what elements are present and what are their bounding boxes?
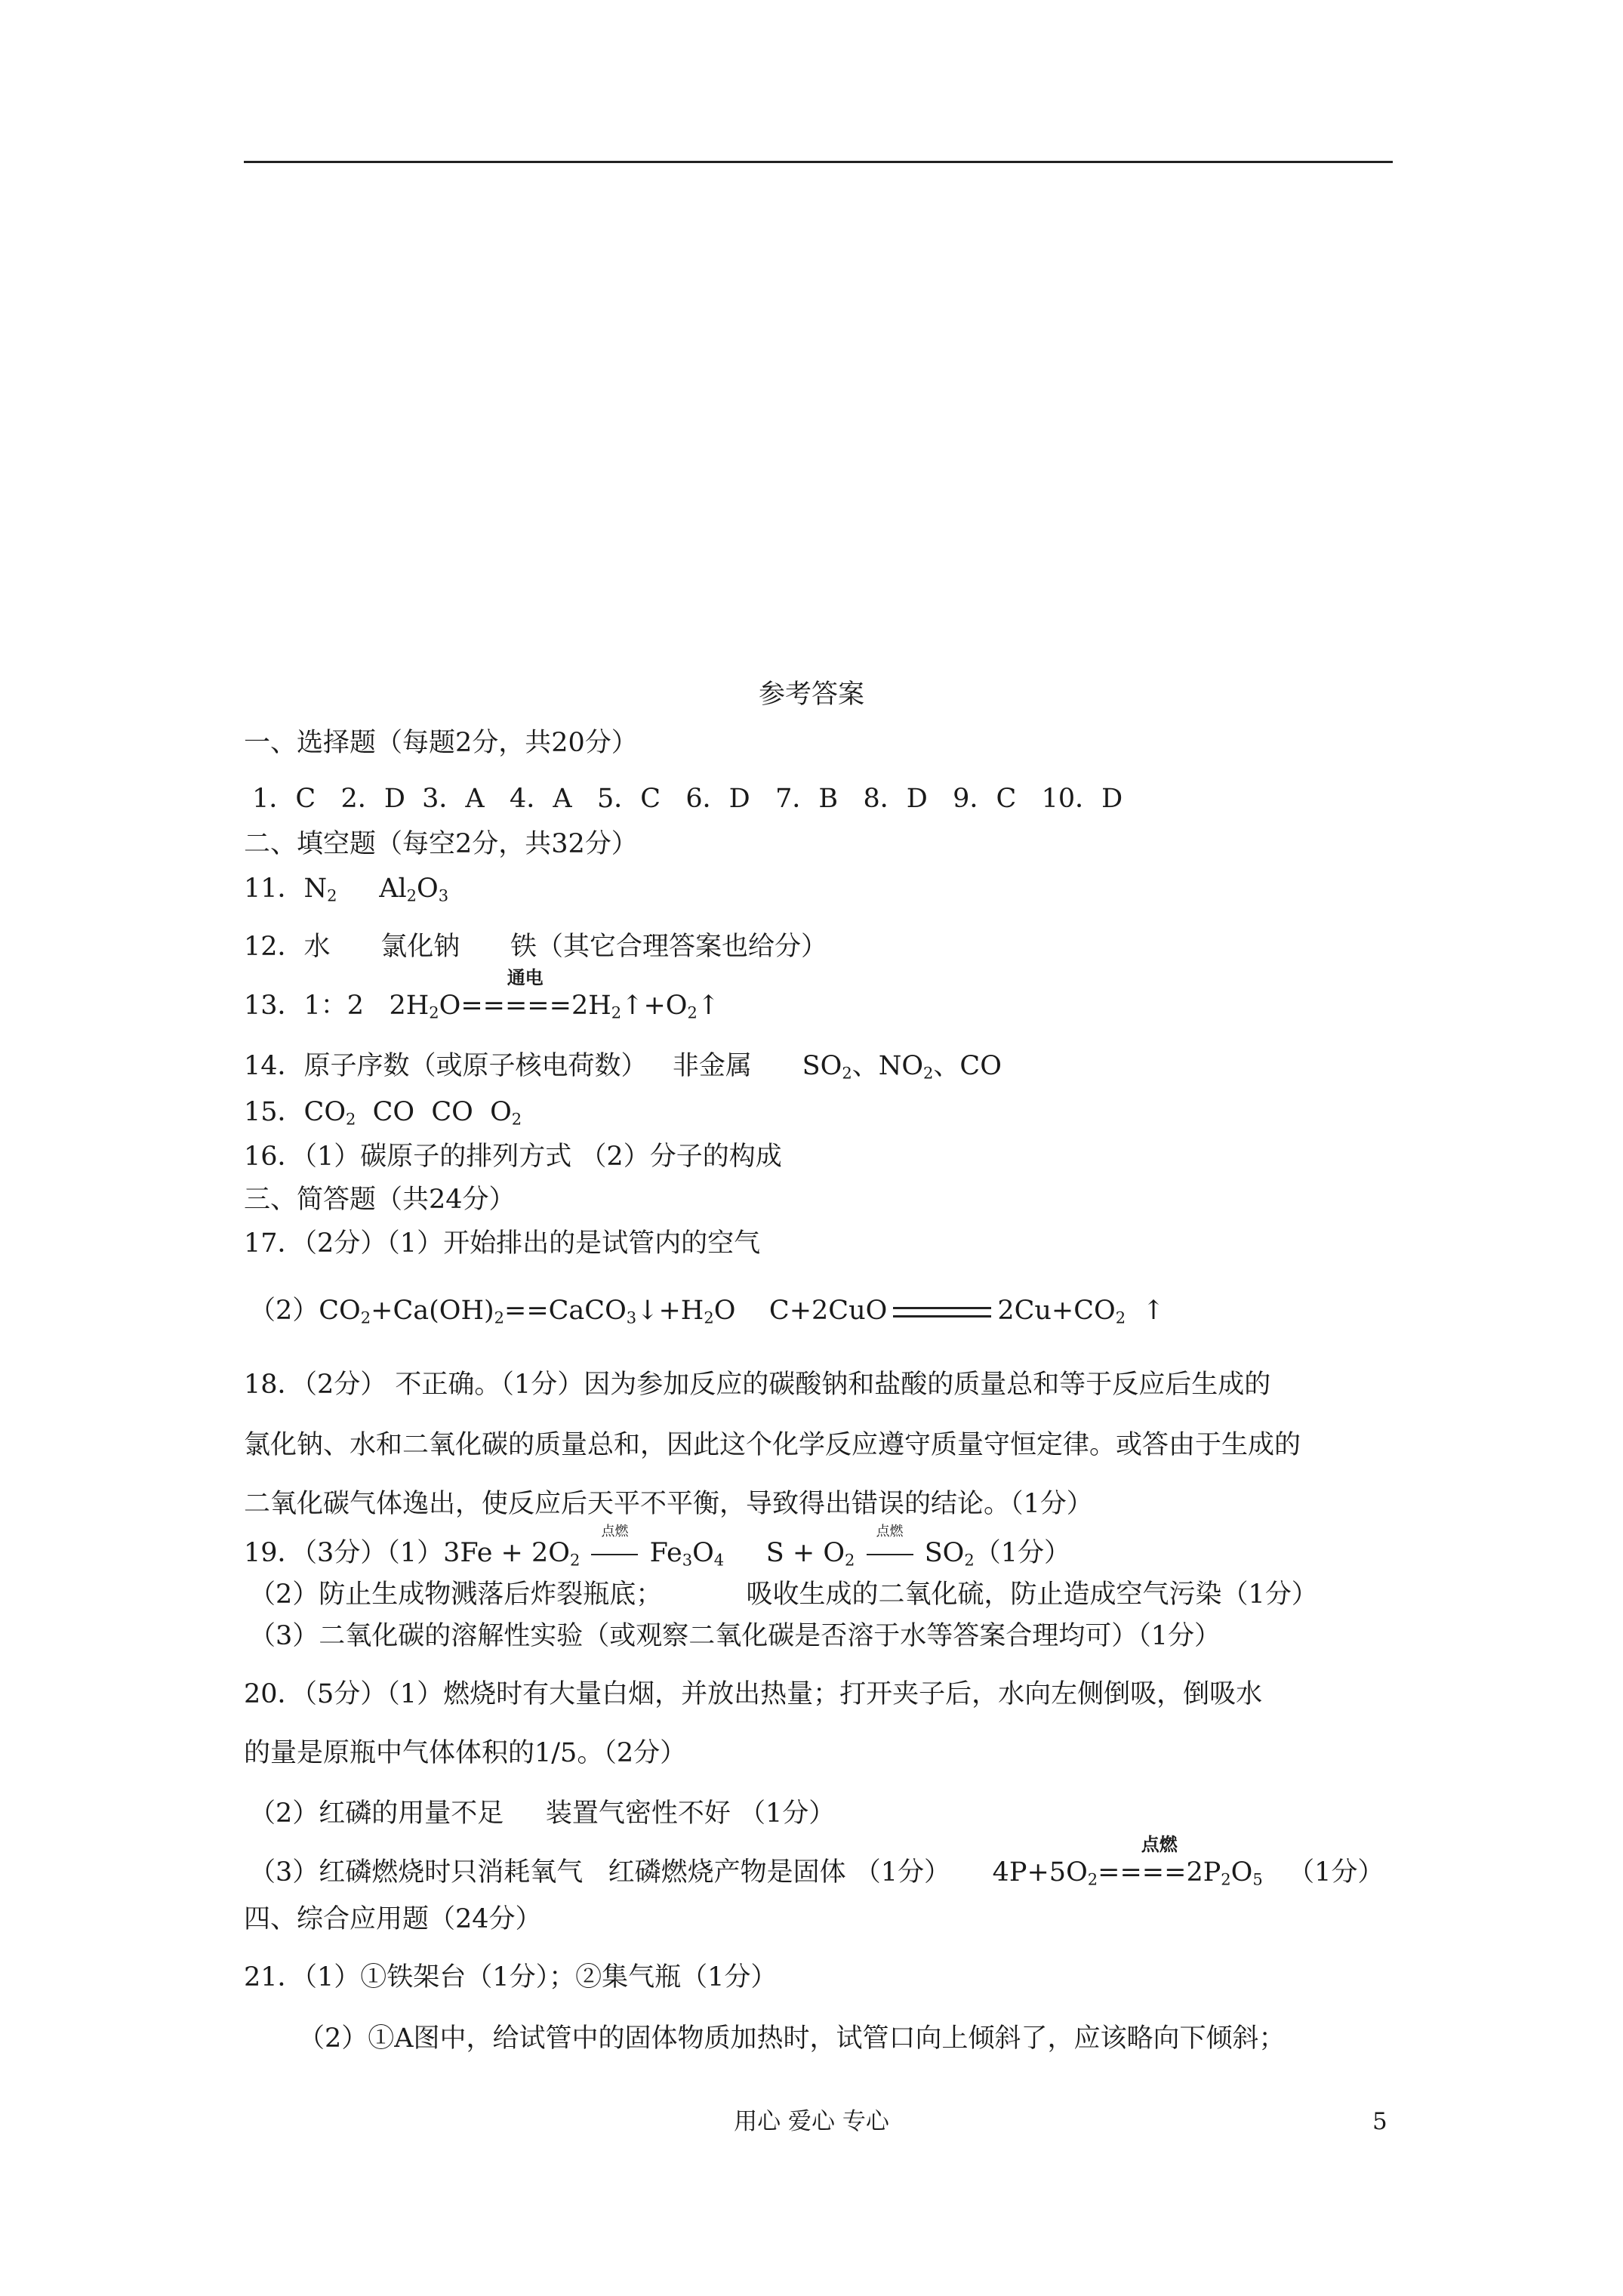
q20-line-2: 的量是原瓶中气体体积的1/5。（2分） <box>244 1738 687 1768</box>
q17-line-2: $(2)CO_2+Ca(OH)_2==CaCO_3↓+H_2O$ C+2CuO $2Cu+CO_2$ ↑ <box>249 1296 1165 1327</box>
q18-line-2: 氯化钠、水和二氧化碳的质量总和，因此这个化学反应遵守质量守恒定律。或答由于生成的 <box>244 1430 1301 1460</box>
q17-line-1: 17．（2分）（1）开始排出的是试管内的空气 <box>244 1228 761 1259</box>
q20-line-4: （3）红磷燃烧时只消耗氧气 红磷燃烧产物是固体 （1分） $4P+5O_2$ 点燃 $====2P_2O_5$ （1分） <box>249 1833 1384 1889</box>
q11-line: 11．$N_2$ $Al_2O_3$ <box>244 874 449 905</box>
condition-ignite-2: 点燃 <box>876 1524 904 1539</box>
q21-line-1: 21．（1）①铁架台（1分）；②集气瓶（1分） <box>244 1962 778 1992</box>
q13-line: 13．1：2 $2H_2$ 通电 $O=====2H_2↑+O_2↑$ <box>244 966 720 1022</box>
q19-line-2: （2）防止生成物溅落后炸裂瓶底； 吸收生成的二氧化硫，防止造成空气污染（1分） <box>249 1579 1318 1610</box>
q18-line-3: 二氧化碳气体逸出，使反应后天平不平衡，导致得出错误的结论。（1分） <box>244 1489 1093 1519</box>
section-2-heading: 二、填空题（每空2分，共32分） <box>244 829 638 859</box>
reaction-double-line <box>893 1307 991 1318</box>
condition-ignite-3: 点燃 <box>1141 1833 1178 1855</box>
q20-line-1: 20．（5分）（1）燃烧时有大量白烟，并放出热量；打开夹子后，水向左侧倒吸，倒吸水 <box>244 1679 1263 1709</box>
q18-line-1: 18．（2分） 不正确。（1分）因为参加反应的碳酸钠和盐酸的质量总和等于反应后生成的 <box>244 1370 1271 1400</box>
q16-line: 16．（1）碳原子的排列方式 （2）分子的构成 <box>244 1142 782 1172</box>
section-3-heading: 三、简答题（共24分） <box>244 1185 516 1215</box>
q1-10-answers: 1．C 2．D 3．A 4．A 5．C 6．D 7．B 8．D 9．C 10．D <box>244 784 1123 814</box>
condition-ignite-1: 点燃 <box>601 1524 629 1539</box>
page-footer: 用心 爱心 专心 <box>734 2108 889 2135</box>
q21-line-2: （2）①A图中，给试管中的固体物质加热时，试管口向上倾斜了，应该略向下倾斜； <box>298 2023 1286 2054</box>
q20-line-3: （2）红磷的用量不足 装置气密性不好 （1分） <box>249 1798 836 1829</box>
page-number: 5 <box>1372 2108 1387 2135</box>
q19-line-3: （3）二氧化碳的溶解性实验（或观察二氧化碳是否溶于水等答案合理均可）（1分） <box>249 1621 1221 1651</box>
header-rule <box>244 161 1393 163</box>
q12-line: 12．水 氯化钠 铁（其它合理答案也给分） <box>244 932 828 962</box>
section-4-heading: 四、综合应用题（24分） <box>244 1904 542 1934</box>
q14-line: 14．原子序数（或原子核电荷数） 非金属 $SO_2$、$NO_2$、CO <box>244 1051 1002 1083</box>
q19-line-1: 19．（3分）$(1)3Fe + 2O_2$ 点燃 $Fe_3O_4$ $S + O_2$ 点燃 $SO_2(1$分） <box>244 1524 1071 1570</box>
condition-electrolysis: 通电 <box>507 966 544 988</box>
page-title: 参考答案 <box>758 680 864 710</box>
section-1-heading: 一、选择题（每题2分，共20分） <box>244 728 638 758</box>
q15-line: 15．$CO_2$ CO CO $O_2$ <box>244 1097 522 1129</box>
